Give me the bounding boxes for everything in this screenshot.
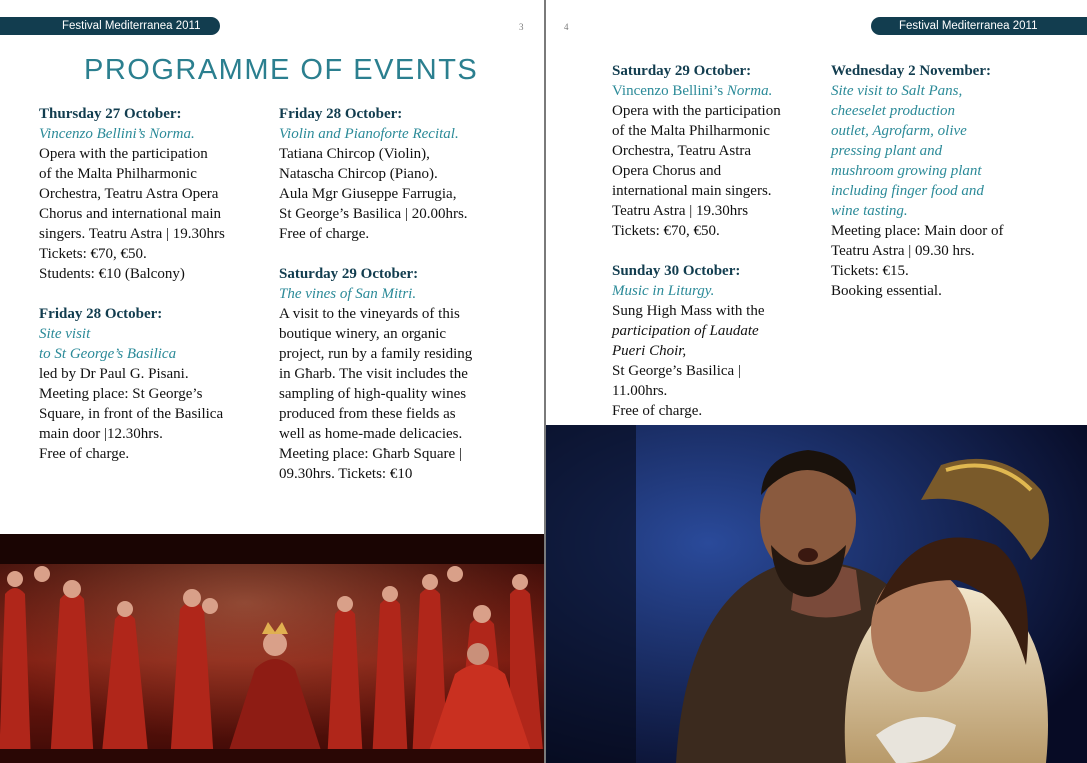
event-date: Saturday 29 October: (612, 63, 752, 79)
event-body (612, 301, 817, 421)
event-date: Thursday 27 October: (39, 106, 182, 122)
event-line: Natascha Chircop (Piano). (279, 166, 438, 182)
event-recital (279, 104, 519, 244)
event-title-line: pressing plant and (831, 143, 943, 159)
event-line: Meeting place: St George’s (39, 386, 203, 402)
event-line: produced from these fields as (279, 406, 456, 422)
event-line: Opera with the participation (39, 146, 208, 162)
event-title-composer: Vincenzo Bellini’s (612, 83, 727, 99)
event-body (831, 221, 1046, 301)
event-title (612, 81, 817, 101)
event-line: Free of charge. (612, 403, 703, 419)
event-body (39, 364, 264, 464)
event-line: St George’s Basilica | (612, 363, 741, 379)
event-norma-thursday (39, 104, 264, 284)
event-vines (279, 264, 519, 484)
event-title-work: Norma. (149, 126, 195, 142)
opera-chorus-image (0, 534, 544, 763)
event-line: international main singers. (612, 183, 772, 199)
event-date: Friday 28 October: (279, 106, 403, 122)
event-date: Sunday 30 October: (612, 263, 741, 279)
left-col-2 (279, 104, 519, 504)
event-line: Tickets: €70, €50. (612, 223, 720, 239)
event-line: Pueri Choir, (612, 343, 687, 359)
opera-singers-photo (546, 425, 1087, 763)
event-body (279, 304, 519, 484)
event-line: Tickets: €15. (831, 263, 909, 279)
event-line: of the Malta Philharmonic (39, 166, 197, 182)
event-title-line: Site visit (39, 326, 91, 342)
event-line: singers. Teatru Astra | 19.30hrs (39, 226, 225, 242)
event-line: sampling of high-quality wines (279, 386, 467, 402)
event-line: A visit to the vineyards of this (279, 306, 460, 322)
event-title-line: mushroom growing plant (831, 163, 982, 179)
event-title (39, 324, 264, 364)
event-line: well as home-made delicacies. (279, 426, 463, 442)
event-body (612, 101, 817, 241)
right-page-number: 4 (564, 22, 569, 32)
event-line: Tatiana Chircop (Violin), (279, 146, 430, 162)
event-title-line: Site visit to Salt Pans, (831, 83, 963, 99)
event-line: Orchestra, Teatru Astra (612, 143, 752, 159)
event-line: Square, in front of the Basilica (39, 406, 224, 422)
event-title-line: including finger food and (831, 183, 984, 199)
event-line: of the Malta Philharmonic (612, 123, 770, 139)
event-line: led by Dr Paul G. Pisani. (39, 366, 189, 382)
event-line: St George’s Basilica | 20.00hrs. (279, 206, 468, 222)
event-line: Opera Chorus and (612, 163, 722, 179)
event-line: Meeting place: Main door of (831, 223, 1004, 239)
event-line: Chorus and international main (39, 206, 222, 222)
event-line: Free of charge. (279, 226, 370, 242)
page-title: PROGRAMME OF EVENTS (84, 54, 479, 86)
event-line: Free of charge. (39, 446, 130, 462)
event-date: Saturday 29 October: (279, 266, 419, 282)
event-line: main door |12.30hrs. (39, 426, 163, 442)
event-title: Music in Liturgy. (612, 283, 715, 299)
left-header-bar: Festival Mediterranea 2011 (0, 17, 220, 35)
event-line: Teatru Astra | 09.30 hrs. (831, 243, 975, 259)
event-body (279, 144, 519, 244)
right-page (546, 0, 1087, 763)
event-line: project, run by a family residing (279, 346, 473, 362)
event-line: Students: €10 (Balcony) (39, 266, 185, 282)
event-salt-pans (831, 61, 1046, 301)
event-line: Tickets: €70, €50. (39, 246, 147, 262)
event-title-line: cheeselet production (831, 103, 955, 119)
event-basilica-visit (39, 304, 264, 464)
event-title-work: Norma. (726, 83, 773, 99)
event-line: in Għarb. The visit includes the (279, 366, 468, 382)
event-title-line: wine tasting. (831, 203, 908, 219)
event-line: Orchestra, Teatru Astra Opera (39, 186, 219, 202)
left-page-number: 3 (519, 22, 524, 32)
event-title-composer: Vincenzo Bellini’s (39, 126, 150, 142)
right-col-1 (612, 61, 817, 441)
event-line: boutique winery, an organic (279, 326, 447, 342)
event-body (39, 144, 264, 284)
event-line: Opera with the participation (612, 103, 781, 119)
event-line: Meeting place: Għarb Square | (279, 446, 462, 462)
right-header-bar: Festival Mediterranea 2011 (871, 17, 1087, 35)
event-title (39, 124, 264, 144)
event-line: 11.00hrs. (612, 383, 668, 399)
event-line: Aula Mgr Giuseppe Farrugia, (279, 186, 457, 202)
event-line: Sung High Mass with the (612, 303, 765, 319)
event-date: Friday 28 October: (39, 306, 163, 322)
event-line: participation of Laudate (612, 323, 759, 339)
event-date: Wednesday 2 November: (831, 63, 991, 79)
event-title: The vines of San Mitri. (279, 286, 417, 302)
event-line: 09.30hrs. Tickets: €10 (279, 466, 413, 482)
event-norma-saturday (612, 61, 817, 241)
event-title: Violin and Pianoforte Recital. (279, 126, 459, 142)
left-col-1 (39, 104, 264, 484)
event-line: Teatru Astra | 19.30hrs (612, 203, 749, 219)
event-title (831, 81, 1046, 221)
right-col-2 (831, 61, 1046, 321)
event-line: Booking essential. (831, 283, 942, 299)
opera-stage-photo (0, 534, 544, 763)
opera-duet-image (546, 425, 1087, 763)
event-title-line: to St George’s Basilica (39, 346, 177, 362)
event-liturgy (612, 261, 817, 421)
event-title-line: outlet, Agrofarm, olive (831, 123, 967, 139)
